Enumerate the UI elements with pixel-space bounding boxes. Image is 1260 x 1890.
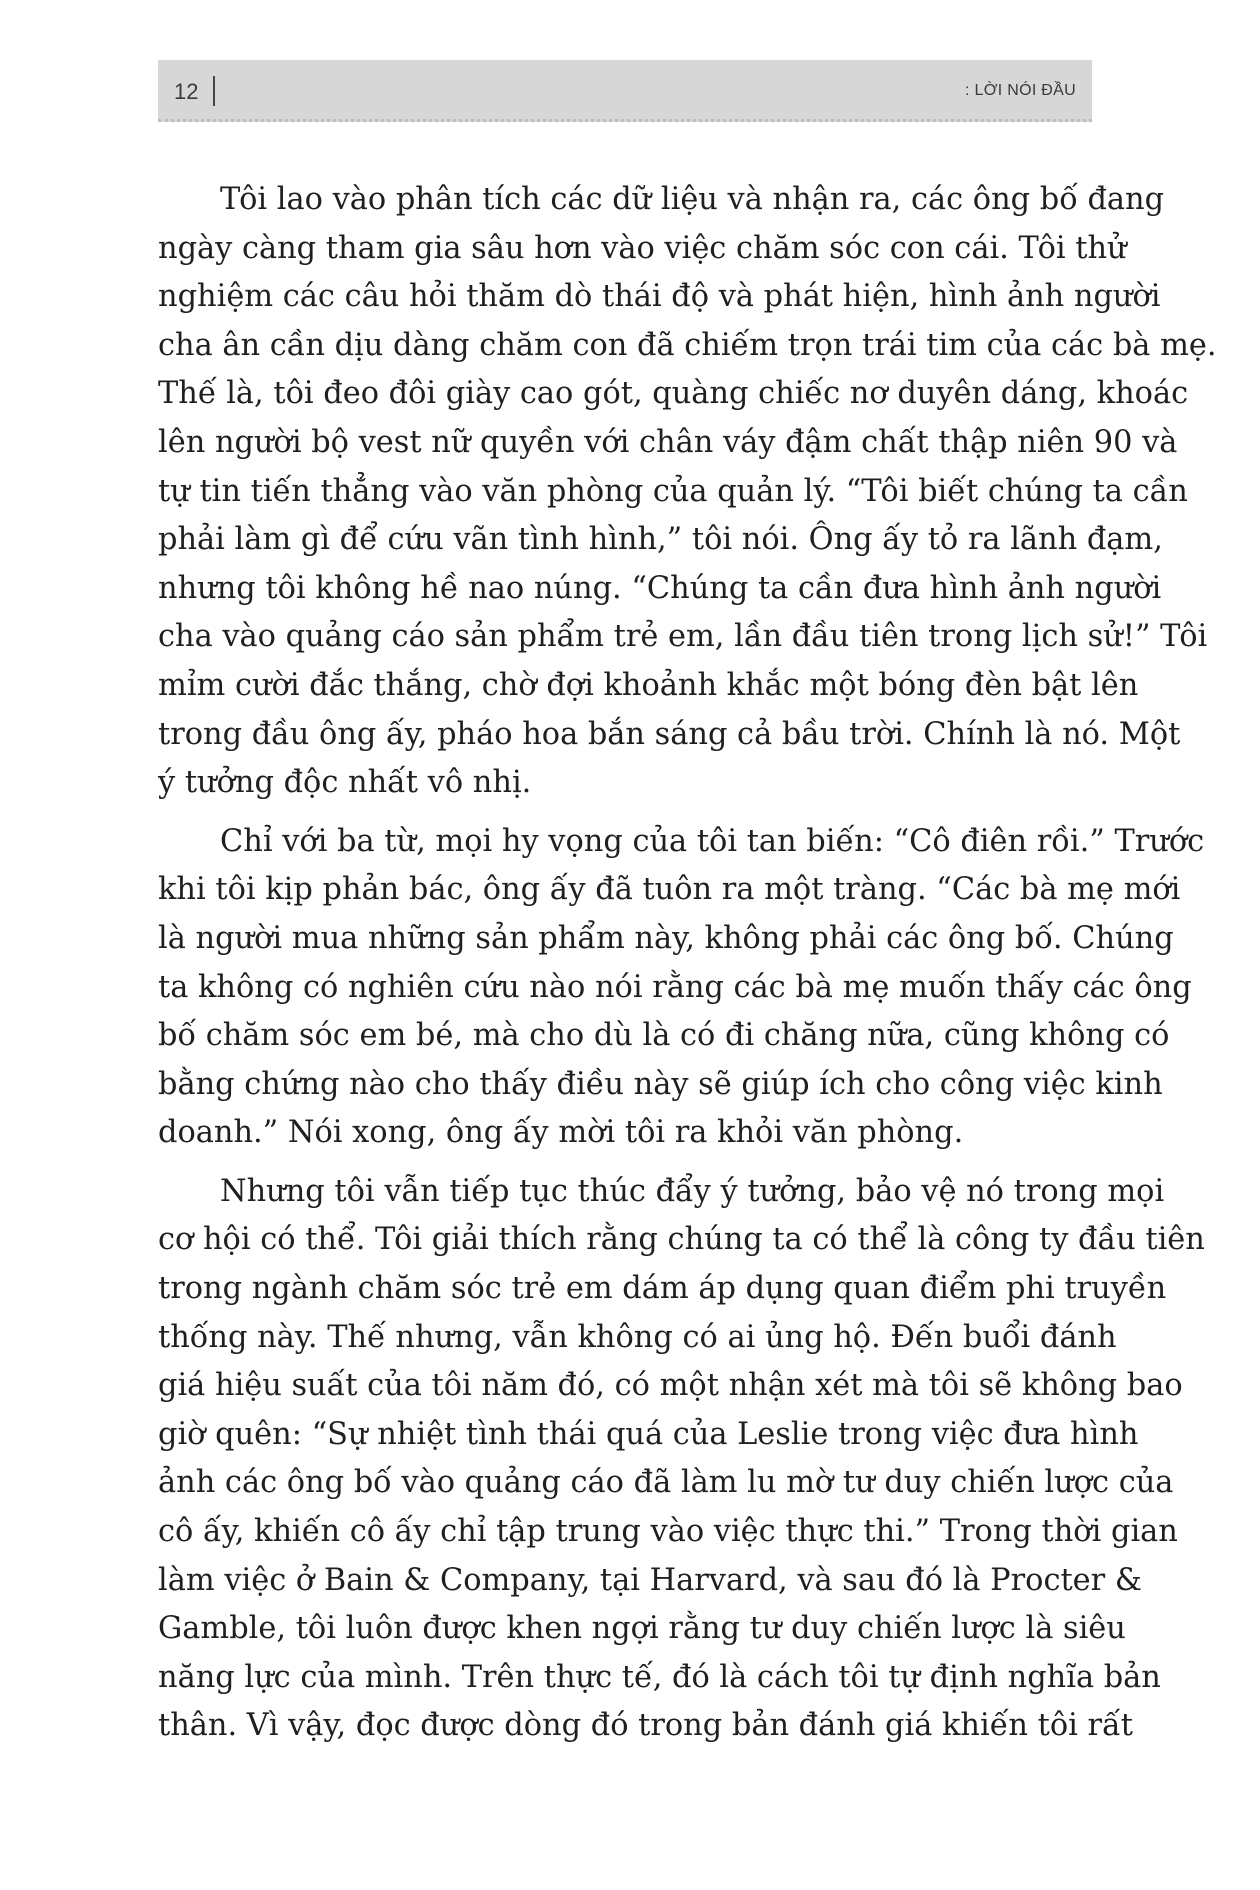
text-line: cơ hội có thể. Tôi giải thích rằng chúng ta có thể là công ty đầu tiên xyxy=(158,1222,1205,1258)
text-line: ý tưởng độc nhất vô nhị. xyxy=(158,765,532,801)
text-line: Tôi lao vào phân tích các dữ liệu và nhận ra, các ông bố đang xyxy=(220,182,1165,217)
text-line: bằng chứng nào cho thấy điều này sẽ giúp ích cho công việc kinh xyxy=(158,1066,1163,1102)
text-line: Gamble, tôi luôn được khen ngợi rằng tư duy chiến lược là siêu xyxy=(158,1611,1126,1647)
text-line: mỉm cười đắc thắng, chờ đợi khoảnh khắc một bóng đèn bật lên xyxy=(158,667,1139,703)
text-line: trong ngành chăm sóc trẻ em dám áp dụng quan điểm phi truyền xyxy=(158,1271,1167,1307)
text-line: lên người bộ vest nữ quyền với chân váy đậm chất thập niên 90 và xyxy=(158,424,1178,460)
chapter-title: : LỜI NÓI ĐẦU xyxy=(965,82,1076,99)
text-line: bố chăm sóc em bé, mà cho dù là có đi chăng nữa, cũng không có xyxy=(158,1018,1170,1054)
text-line: khi tôi kịp phản bác, ông ấy đã tuôn ra một tràng. “Các bà mẹ mới xyxy=(158,872,1181,908)
text-line: Nhưng tôi vẫn tiếp tục thúc đẩy ý tưởng, bảo vệ nó trong mọi xyxy=(220,1173,1165,1209)
paragraph-1 xyxy=(158,176,1217,808)
text-line: cha vào quảng cáo sản phẩm trẻ em, lần đầu tiên trong lịch sử!” Tôi xyxy=(158,619,1208,655)
text-line: ngày càng tham gia sâu hơn vào việc chăm sóc con cái. Tôi thử xyxy=(158,230,1127,266)
text-line: cô ấy, khiến cô ấy chỉ tập trung vào việc thực thi.” Trong thời gian xyxy=(158,1514,1178,1550)
paragraph-2 xyxy=(158,818,1205,1158)
text-line: doanh.” Nói xong, ông ấy mời tôi ra khỏi văn phòng. xyxy=(158,1115,964,1151)
running-header xyxy=(158,60,1092,122)
text-line: thân. Vì vậy, đọc được dòng đó trong bản đánh giá khiến tôi rất xyxy=(158,1708,1133,1744)
text-line: nhưng tôi không hề nao núng. “Chúng ta cần đưa hình ảnh người xyxy=(158,570,1162,606)
text-line: là người mua những sản phẩm này, không phải các ông bố. Chúng xyxy=(158,920,1174,956)
paragraph-3 xyxy=(158,1168,1205,1751)
text-line: tự tin tiến thẳng vào văn phòng của quản lý. “Tôi biết chúng ta cần xyxy=(158,473,1188,509)
text-line: nghiệm các câu hỏi thăm dò thái độ và phát hiện, hình ảnh người xyxy=(158,279,1161,315)
text-line: Chỉ với ba từ, mọi hy vọng của tôi tan biến: “Cô điên rồi.” Trước xyxy=(220,823,1205,859)
text-line: giá hiệu suất của tôi năm đó, có một nhận xét mà tôi sẽ không bao xyxy=(158,1368,1183,1404)
text-line: thống này. Thế nhưng, vẫn không có ai ủng hộ. Đến buổi đánh xyxy=(158,1319,1117,1355)
text-line: làm việc ở Bain & Company, tại Harvard, và sau đó là Procter & xyxy=(158,1562,1142,1598)
body-text xyxy=(158,176,1217,1761)
page-number: 12 xyxy=(174,79,199,104)
text-line: phải làm gì để cứu vãn tình hình,” tôi nói. Ông ấy tỏ ra lãnh đạm, xyxy=(158,522,1163,558)
header-divider xyxy=(213,76,215,106)
text-line: Thế là, tôi đeo đôi giày cao gót, quàng chiếc nơ duyên dáng, khoác xyxy=(158,376,1189,412)
text-line: cha ân cần dịu dàng chăm con đã chiếm trọn trái tim của các bà mẹ. xyxy=(158,327,1217,363)
text-line: ta không có nghiên cứu nào nói rằng các bà mẹ muốn thấy các ông xyxy=(158,969,1192,1005)
text-line: năng lực của mình. Trên thực tế, đó là cách tôi tự định nghĩa bản xyxy=(158,1659,1161,1695)
text-line: giờ quên: “Sự nhiệt tình thái quá của Leslie trong việc đưa hình xyxy=(158,1416,1139,1452)
text-line: trong đầu ông ấy, pháo hoa bắn sáng cả bầu trời. Chính là nó. Một xyxy=(158,716,1181,752)
text-line: ảnh các ông bố vào quảng cáo đã làm lu mờ tư duy chiến lược của xyxy=(158,1465,1174,1501)
